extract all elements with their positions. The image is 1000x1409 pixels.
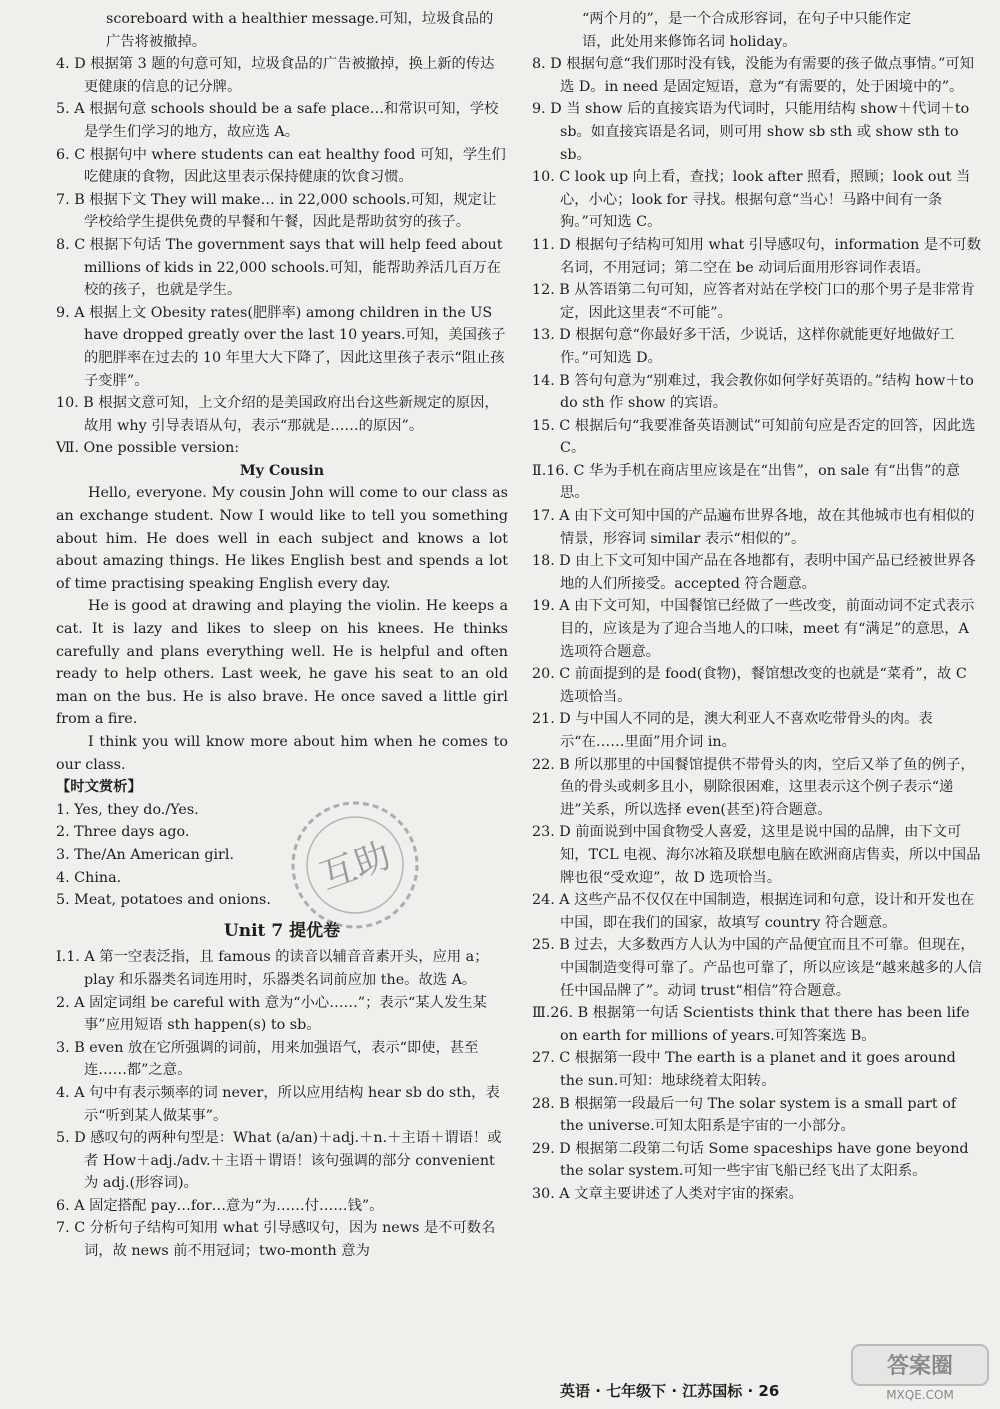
answer-number: 10.: [532, 169, 555, 186]
answer-number: 23.: [532, 824, 555, 841]
answer-text: A 固定搭配 pay…for…意为“为……付……钱”。: [74, 1197, 384, 1214]
answer-entry: [532, 1138, 982, 1183]
answer-number: Ⅲ.26.: [532, 1005, 574, 1022]
answer-text: D 根据句意“你最好多干活，少说话，这样你就能更好地做好工作。”可知选 D。: [559, 327, 955, 366]
answer-number: 8.: [532, 56, 546, 73]
answer-number: 22.: [532, 756, 555, 773]
answer-list: [56, 53, 508, 437]
answer-number: 8.: [56, 236, 70, 253]
svg-text:答案圈: 答案圈: [886, 1354, 954, 1379]
answer-entry: [532, 595, 982, 663]
answer-text: C 分析句子结构可知用 what 引导感叹句，因为 news 是不可数名词，故 news 前不用冠词；two-month 意为: [74, 1220, 496, 1260]
reading-answer: 4. China.: [56, 869, 122, 886]
answer-entry: [56, 53, 508, 98]
answer-number: 7.: [56, 1220, 70, 1237]
answer-text: A 这些产品不仅仅在中国制造，根据连词和句意，设计和开发也在中国，即在我们的国家，故填写 country 符合题意。: [559, 892, 975, 931]
answer-text: B 根据文意可知，上文介绍的是美国政府出台这些新规定的原因，故用 why 引导表语从句，表示“那就是……的原因”。: [83, 395, 499, 434]
answer-number: 11.: [532, 236, 555, 253]
answer-text: D 根据第 3 题的句意可知，垃圾食品的广告被撤掉，换上新的传达更健康的信息的记分牌。: [74, 56, 495, 95]
answer-text: B 所以那里的中国餐馆提供不带骨头的肉，空后又举了鱼的例子，鱼的骨头或刺多且小，剔除很困难，这里表示这个例子表示“递进”关系，所以选择 even(甚至)符合题意。: [559, 756, 975, 818]
answer-text: A 文章主要讲述了人类对宇宙的探索。: [559, 1185, 803, 1202]
stamp-logo: [280, 790, 430, 940]
answer-number: 7.: [56, 191, 70, 208]
essay-paragraph: Hello, everyone. My cousin John will come to our class as an exchange student. Now I would like to tell you something about him. He does well in each subject and knows a lot about amazing things. He likes English best and spends a lot of time practising speaking English every day.: [56, 485, 508, 592]
answer-entry: [532, 1047, 982, 1092]
answer-number: 4.: [56, 1084, 70, 1101]
answer-entry: [532, 1183, 982, 1206]
answer-text: A 第一空表泛指，且 famous 的读音以辅音音素开头，应用 a；play 和乐器类名词连用时，乐器类名词前应加 the。故选 A。: [84, 949, 489, 988]
answer-text: A 固定词组 be careful with 意为“小心……”；表示“某人发生某事”应用短语 sth happen(s) to sb。: [74, 994, 487, 1034]
answer-number: Ⅱ.16.: [532, 462, 569, 479]
answer-entry: [532, 708, 982, 753]
text-line: 广告将被撤掉。: [106, 33, 207, 50]
answer-text: B 从答语第二句可知，应答者对站在学校门口的那个男子是非常肯定，因此这里表“不可能”。: [559, 282, 975, 321]
answer-entry: [532, 550, 982, 595]
answer-number: 24.: [532, 892, 555, 909]
answer-entry: [532, 370, 982, 415]
answer-entry: [56, 144, 508, 189]
answer-text: D 感叹句的两种句型是：What (a/an)＋adj.＋n.＋主语＋谓语！或者 How＋adj./adv.＋主语＋谓语！该句强调的部分 convenient 为 adj.(形容词)。: [74, 1130, 502, 1192]
answer-entry: [532, 1093, 982, 1138]
answer-text: D 前面说到中国食物受人喜爱，这里是说中国的品牌，由下文可知，TCL 电视、海尔冰箱及联想电脑在欧洲商店售卖，所以中国品牌也很“受欢迎”，故 D 选项恰当。: [559, 824, 981, 886]
answer-number: 21.: [532, 711, 555, 728]
answer-number: 5.: [56, 101, 70, 118]
answer-entry: [56, 1127, 508, 1195]
answer-number: 15.: [532, 417, 555, 434]
answer-number: 6.: [56, 1197, 70, 1214]
answer-entry: [532, 934, 982, 1002]
answer-text: B 根据下文 They will make… in 22,000 schools.可知，规定让学校给学生提供免费的早餐和午餐，因此是帮助贫穷的孩子。: [74, 191, 497, 231]
answer-text: A 由下文可知，中国餐馆已经做了一些改变，前面动词不定式表示目的，应该是为了迎合当地人的口味，meet 有“满足”的意思，A 选项符合题意。: [559, 598, 975, 660]
answer-entry: [532, 754, 982, 822]
answer-number: 29.: [532, 1140, 555, 1157]
answer-text: D 根据句意“我们那时没有钱，没能为有需要的孩子做点事情。”可知选 D。in need 是固定短语，意为“有需要的，处于困境中的”。: [550, 56, 974, 95]
answer-text: C look up 向上看，查找；look after 照看，照顾；look out 当心，小心；look for 寻找。根据句意“当心！马路中间有一条狗。”可知选 C。: [559, 169, 971, 231]
text-line: “两个月的”，是一个合成形容词，在句子中只能作定: [582, 11, 912, 27]
answer-text: A 句中有表示频率的词 never，所以应用结构 hear sb do sth，表示“听到某人做某事”。: [74, 1084, 500, 1124]
answer-text: C 根据下句话 The government says that will help feed about millions of kids in 22,000 schools.可知，能帮助养活几百万在校的孩子，也就是学生。: [74, 236, 503, 299]
answer-number: 9.: [56, 304, 70, 321]
right-column: [532, 8, 982, 1205]
answer-entry: [56, 1037, 508, 1082]
answer-text: A 由下文可知中国的产品遍布世界各地，故在其他城市也有相似的情景，形容词 similar 表示“相似的”。: [559, 508, 975, 547]
essay-title: My Cousin: [239, 462, 325, 479]
answer-number: 27.: [532, 1050, 555, 1067]
answer-text: D 根据句子结构可知用 what 引导感叹句，information 是不可数名词，不用冠词；第二空在 be 动词后面用形容词作表语。: [559, 236, 982, 276]
answer-text: D 根据第二段第二句话 Some spaceships have gone beyond the solar system.可知一些宇宙飞船已经飞出了太阳系。: [559, 1140, 969, 1180]
svg-text:互助: 互助: [314, 834, 397, 898]
answer-number: 5.: [56, 1130, 70, 1147]
answer-entry: [532, 505, 982, 550]
answer-entry: [56, 189, 508, 234]
answer-number: 14.: [532, 372, 555, 389]
answer-entry: [532, 663, 982, 708]
reading-answer: 5. Meat, potatoes and onions.: [56, 892, 271, 909]
answer-text: D 由上下文可知中国产品在各地都有，表明中国产品已经被世界各地的人们所接受。accepted 符合题意。: [559, 553, 976, 592]
answer-text: C 前面提到的是 food(食物)，餐馆想改变的也就是“菜肴”，故 C 选项恰当。: [559, 666, 967, 705]
answer-entry: [532, 324, 982, 369]
answer-entry: [532, 460, 982, 505]
answer-text: B 过去，大多数西方人认为中国的产品便宜而且不可靠。但现在，中国制造变得可靠了。产品也可靠了，所以应该是“越来越多的人信任中国品牌了”。动词 trust“相信”符合题意。: [559, 937, 982, 999]
answer-text: C 根据句中 where students can eat healthy food 可知，学生们吃健康的食物，因此这里表示保持健康的饮食习惯。: [74, 146, 506, 186]
answer-entry: [532, 98, 982, 166]
watermark-logo: [850, 1343, 990, 1403]
answer-number: 18.: [532, 553, 555, 570]
reading-answer: 3. The/An American girl.: [56, 846, 234, 863]
answer-number: 13.: [532, 327, 555, 344]
answer-entry: [532, 53, 982, 98]
text-line: scoreboard with a healthier message.可知，垃圾食品的: [106, 11, 494, 27]
answer-number: 19.: [532, 598, 555, 615]
answer-text: B 根据第一句话 Scientists think that there has been life on earth for millions of years.可知答案选 B。: [560, 1005, 970, 1044]
answer-entry: [56, 302, 508, 392]
answer-text: C 根据后句“我要准备英语测试”可知前句应是否定的回答，因此选 C。: [559, 417, 976, 457]
answer-text: D 当 show 后的直接宾语为代词时，只能用结构 show＋代词＋to sb。如直接宾语是名词，则可用 show sb sth 或 show sth to sb。: [550, 101, 970, 163]
answer-text: A 根据上文 Obesity rates(肥胖率) among children in the US have dropped greatly over the last 10 years.可知，美国孩子的肥胖率在过去的 10 年里大大下降了，因此这里孩子表示“阻止孩子变胖”。: [74, 304, 506, 389]
text-line: 语，此处用来修饰名词 holiday。: [582, 33, 797, 50]
answer-text: B 答句句意为“别难过，我会教你如何学好英语的。”结构 how＋to do sth 作 show 的宾语。: [559, 372, 974, 412]
answer-list: [532, 460, 982, 1002]
answer-entry: [532, 234, 982, 279]
answer-list: [56, 946, 508, 1262]
unit-title: Unit 7 提优卷: [223, 920, 341, 941]
svg-text:MXQE.COM: MXQE.COM: [886, 1388, 954, 1402]
answer-number: 6.: [56, 146, 70, 163]
answer-number: 25.: [532, 937, 555, 954]
answer-entry: [532, 166, 982, 234]
answer-entry: [532, 821, 982, 889]
answer-entry: [56, 234, 508, 302]
answer-number: 30.: [532, 1185, 555, 1202]
answer-number: 1.: [66, 949, 80, 966]
answer-entry: [56, 98, 508, 143]
answer-number: 20.: [532, 666, 555, 683]
answer-number: 10.: [56, 395, 79, 412]
answer-entry: [56, 992, 508, 1037]
essay-paragraph: He is good at drawing and playing the violin. He keeps a cat. It is lazy and likes to sleep on his knees. He thinks carefully and plans everything well. He is helpful and often ready to help others. Last week, he gave his seat to an old man on the bus. He is also brave. He once saved a little girl from a fire.: [56, 598, 508, 728]
answer-text: B even 放在它所强调的词前，用来加强语气，表示“即使，甚至连……都”之意。: [74, 1039, 479, 1079]
answer-text: B 根据第一段最后一句 The solar system is a small part of the universe.可知太阳系是宇宙的一小部分。: [559, 1095, 957, 1135]
answer-entry: [532, 1002, 982, 1047]
reading-header: 【时文赏析】: [56, 779, 142, 796]
reading-answer: 2. Three days ago.: [56, 824, 190, 841]
answer-entry: [56, 1217, 508, 1262]
section-label: Ⅰ.: [56, 949, 67, 966]
answer-text: D 与中国人不同的是，澳大利亚人不喜欢吃带骨头的肉。表示“在……里面”用介词 in。: [559, 711, 933, 750]
answer-number: 17.: [532, 508, 555, 525]
answer-number: 2.: [56, 994, 70, 1011]
answer-text: C 根据第一段中 The earth is a planet and it goes around the sun.可知：地球绕着太阳转。: [559, 1050, 956, 1089]
left-column: [56, 8, 508, 1263]
answer-number: 12.: [532, 282, 555, 299]
answer-list: [532, 1002, 982, 1205]
answer-entry: [532, 415, 982, 460]
answer-entry: [56, 1082, 508, 1127]
answer-entry: [532, 279, 982, 324]
section-heading: Ⅶ. One possible version:: [56, 440, 240, 457]
answer-entry: [56, 946, 508, 991]
answer-list: [532, 53, 982, 460]
answer-text: A 根据句意 schools should be a safe place…和常识可知，学校是学生们学习的地方，故应选 A。: [74, 101, 499, 140]
answer-number: 9.: [532, 101, 546, 118]
essay-paragraph: I think you will know more about him when he comes to our class.: [56, 734, 508, 773]
answer-number: 4.: [56, 56, 70, 73]
answer-number: 3.: [56, 1039, 70, 1056]
page-footer: 英语 · 七年级下 · 江苏国标 · 26: [560, 1382, 780, 1400]
answer-number: 28.: [532, 1095, 555, 1112]
answer-text: C 华为手机在商店里应该是在“出售”，on sale 有“出售”的意思。: [560, 462, 961, 502]
answer-entry: [56, 392, 508, 437]
answer-entry: [532, 889, 982, 934]
reading-answer: 1. Yes, they do./Yes.: [56, 801, 199, 818]
answer-entry: [56, 1195, 508, 1218]
